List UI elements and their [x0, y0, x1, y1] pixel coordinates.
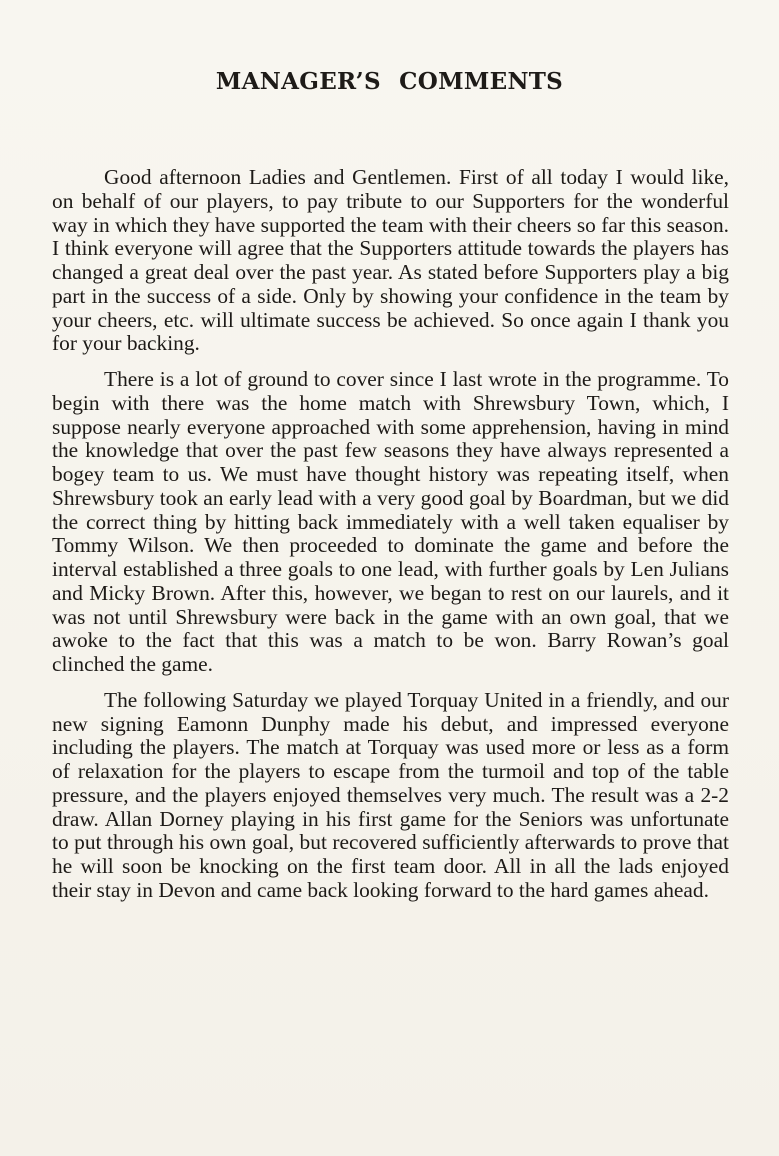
paragraph-greeting: Good afternoon Ladies and Gentlemen. First of all today I would like, on behalf of our players, to pay tribute to our Supporters for the wonderful way in which they have supported the team with their cheers so far this season. I think everyone will agree that the Supporters attitude towards the players has changed a great deal over the past year. As stated before Supporters play a big part in the success of a side. Only by showing your confidence in the team by your cheers, etc. will ultimate success be achieved. So once again I thank you for your backing.: [52, 165, 729, 356]
article-body: [52, 166, 729, 903]
page-title: MANAGER’S COMMENTS: [215, 68, 564, 95]
paragraph-shrewsbury-match: There is a lot of ground to cover since I last wrote in the programme. To begin with there was the home match with Shrewsbury Town, which, I suppose nearly everyone approached with some apprehension, having in mind the knowledge that over the past few seasons they have always represented a bogey team to us. We must have thought history was repeating itself, when Shrewsbury took an early lead with a very good goal by Boardman, but we did the correct thing by hitting back immediately with a well taken equaliser by Tommy Wilson. We then proceeded to dominate the game and before the interval established a three goals to one lead, with further goals by Len Julians and Micky Brown. After this, however, we began to rest on our laurels, and it was not until Shrewsbury were back in the game with an own goal, that we awoke to the fact that this was a match to be won. Barry Rowan’s goal clinched the game.: [52, 367, 729, 676]
paragraph-torquay-friendly: The following Saturday we played Torquay United in a friendly, and our new signing Eamonn Dunphy made his debut, and impressed everyone including the players. The match at Torquay was used more or less as a form of relaxation for the players to escape from the turmoil and top of the table pressure, and the players enjoyed themselves very much. The result was a 2-2 draw. Allan Dorney playing in his first game for the Seniors was unfortunate to put through his own goal, but recovered sufficiently afterwards to prove that he will soon be knocking on the first team door. All in all the lads enjoyed their stay in Devon and came back looking forward to the hard games ahead.: [52, 687, 729, 902]
